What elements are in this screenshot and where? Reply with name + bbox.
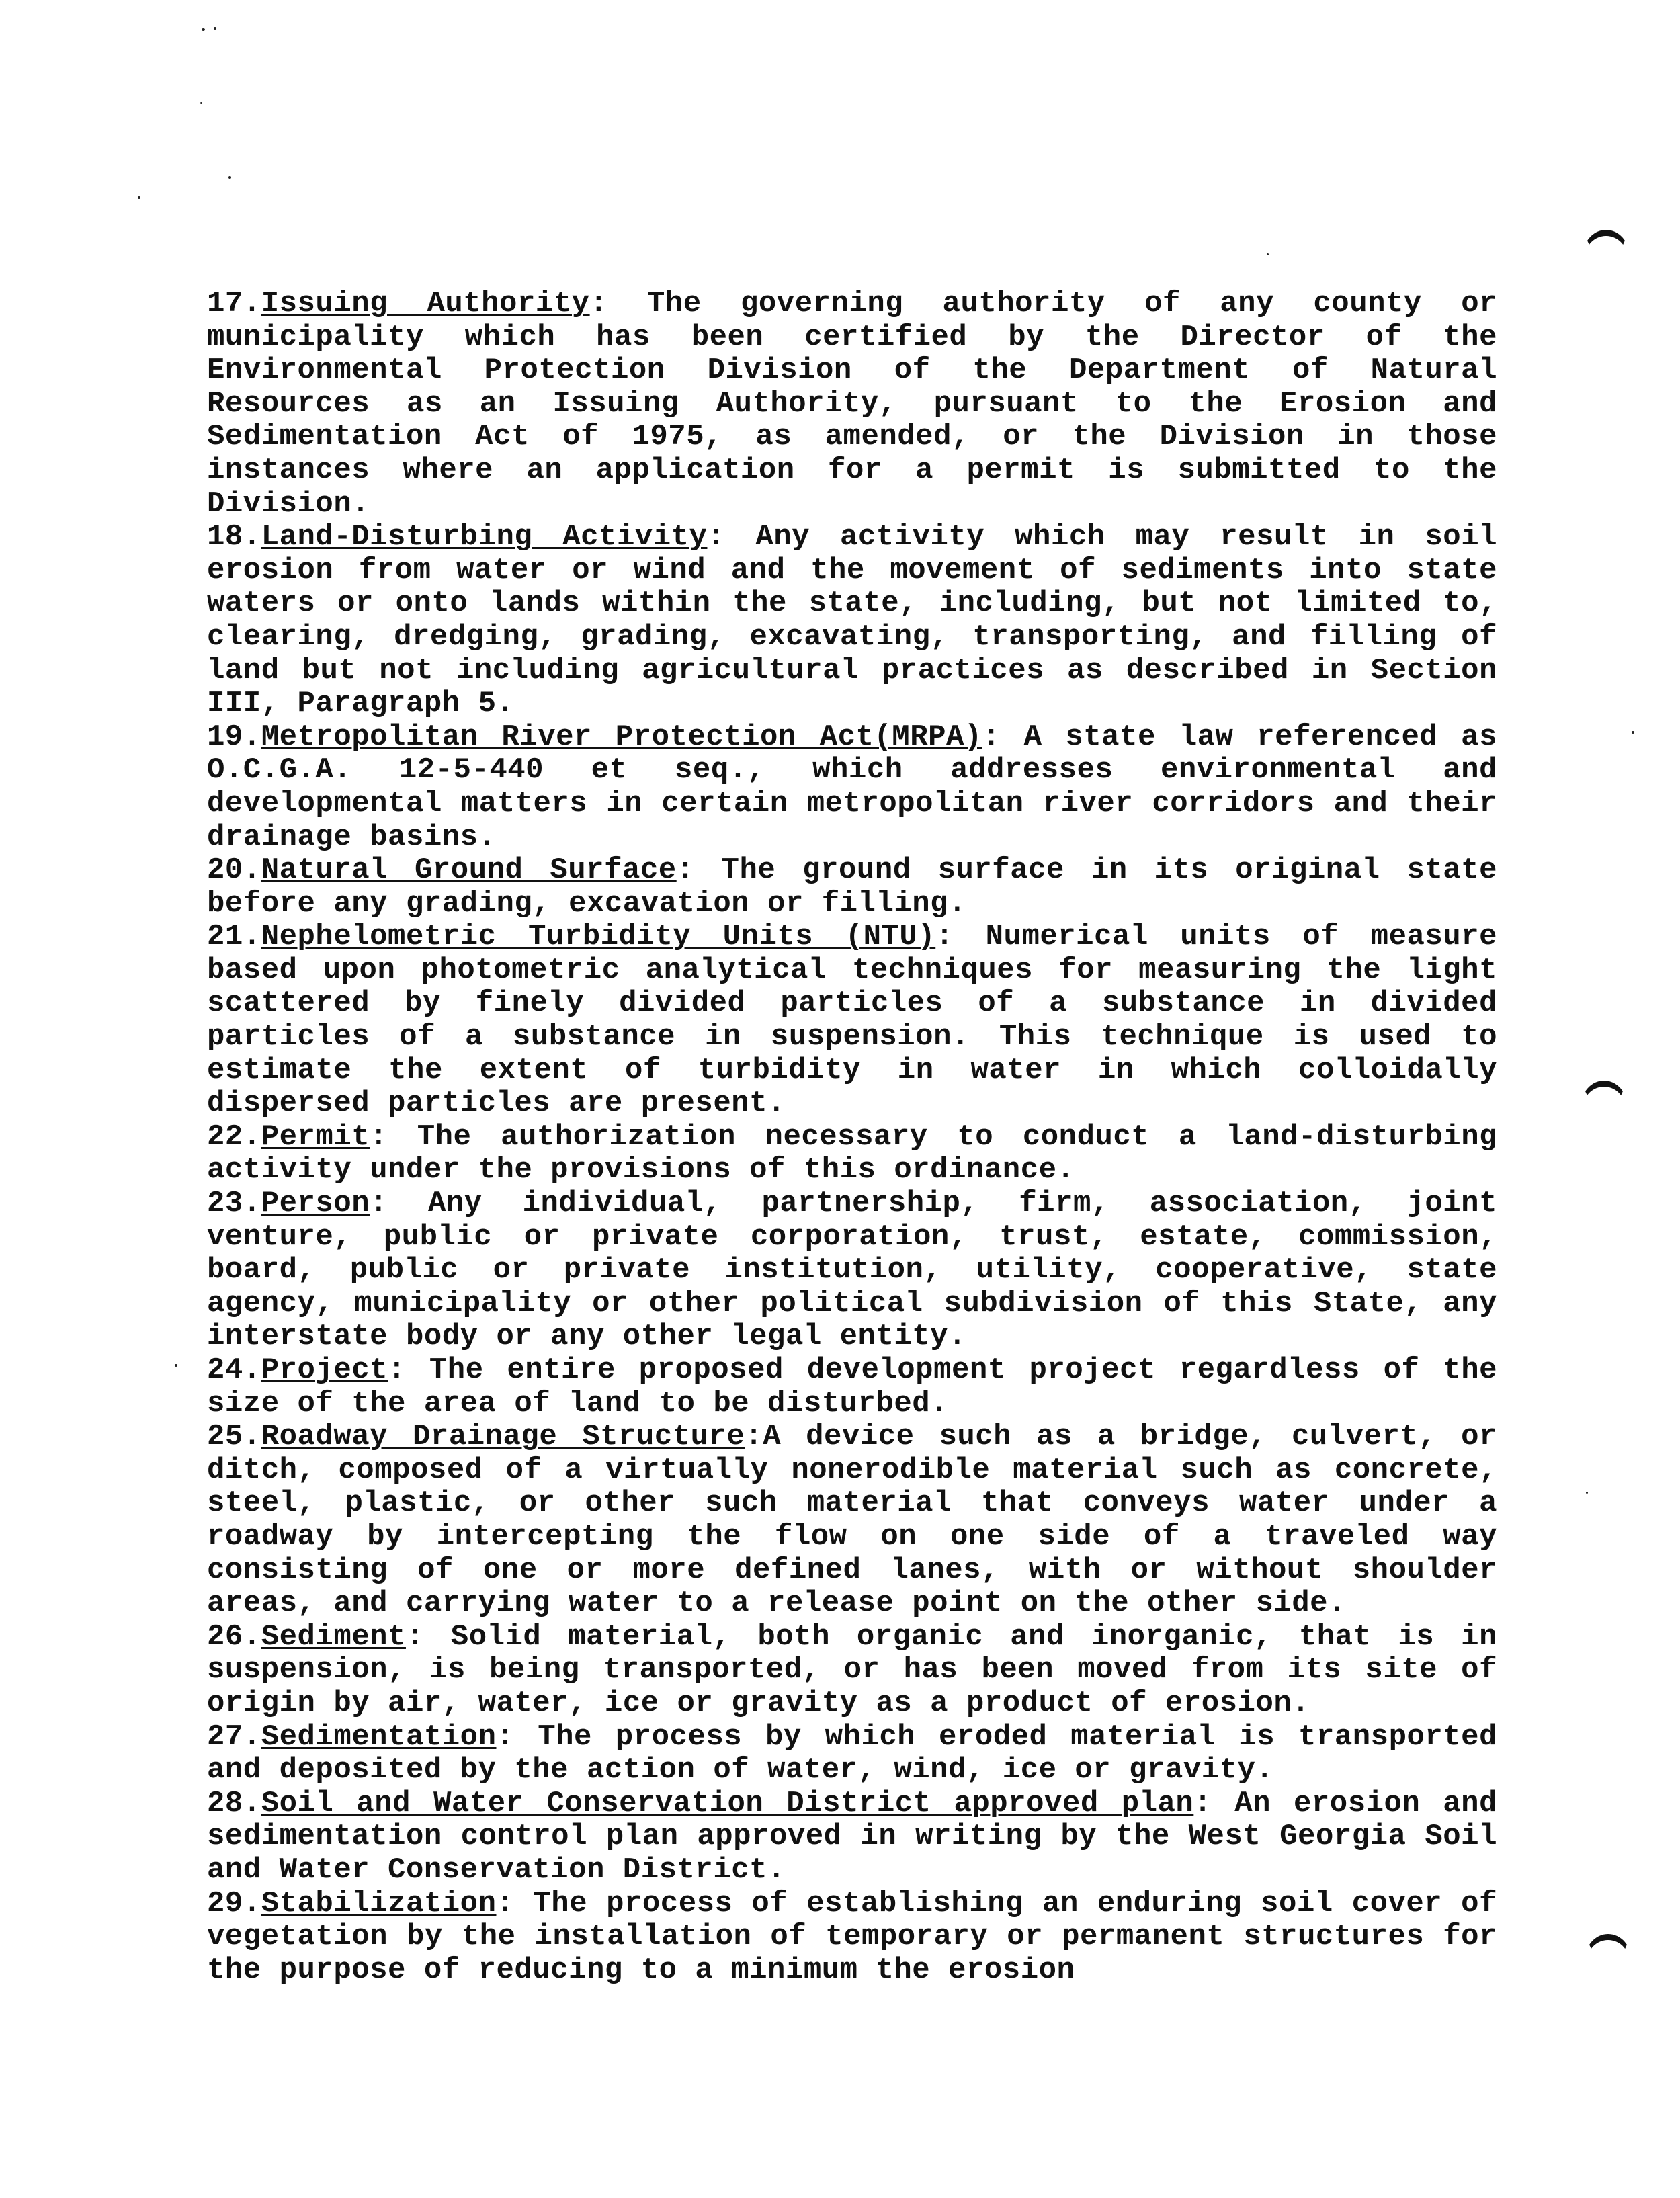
defined-term: Natural Ground Surface bbox=[261, 853, 677, 888]
punch-hole-mark bbox=[1581, 1081, 1628, 1107]
entry-number: 24. bbox=[207, 1353, 261, 1387]
definitions-page bbox=[207, 288, 1497, 1987]
term-separator: : bbox=[589, 287, 608, 321]
scan-speck bbox=[1586, 1492, 1588, 1494]
term-separator: : bbox=[1193, 1786, 1212, 1820]
definition-text: A device such as a bridge, culvert, or ditch, composed of a virtually nonerodible material such as concrete, steel, plastic, or other such material that conveys water under a roadway by intercepting the flow on one side of a traveled way consisting of one or more defined lanes, with or without shoulder areas, and carrying water to a release point on the other side. bbox=[207, 1420, 1497, 1621]
term-separator: : bbox=[982, 720, 1001, 754]
scan-speck bbox=[214, 27, 216, 30]
definition-entry-21 bbox=[207, 921, 1497, 1121]
term-separator: : bbox=[370, 1119, 388, 1154]
definition-entry-19 bbox=[207, 721, 1497, 854]
entry-number: 28. bbox=[207, 1786, 261, 1820]
entry-number: 25. bbox=[207, 1420, 261, 1454]
entry-number: 21. bbox=[207, 920, 261, 954]
defined-term: Soil and Water Conservation District approved plan bbox=[261, 1786, 1194, 1820]
defined-term: Roadway Drainage Structure bbox=[261, 1420, 745, 1454]
defined-term: Permit bbox=[261, 1119, 370, 1154]
term-separator: : bbox=[388, 1353, 406, 1387]
term-separator: : bbox=[935, 920, 954, 954]
definition-entry-29 bbox=[207, 1888, 1497, 1988]
term-separator: : bbox=[405, 1619, 424, 1654]
definition-text: An erosion and sedimentation control plan approved in writing by the West Georgia Soil and Water Conservation District. bbox=[207, 1786, 1497, 1887]
definition-entry-18 bbox=[207, 521, 1497, 721]
definition-text: The ground surface in its original state before any grading, excavation or filling. bbox=[207, 853, 1497, 921]
term-separator: : bbox=[707, 520, 726, 554]
defined-term: Person bbox=[261, 1187, 370, 1221]
entry-number: 17. bbox=[207, 287, 261, 321]
punch-hole-mark bbox=[1583, 230, 1630, 257]
definition-text: The process by which eroded material is transported and deposited by the action of water, wind, ice or gravity. bbox=[207, 1720, 1497, 1787]
entry-number: 18. bbox=[207, 520, 261, 554]
entry-number: 20. bbox=[207, 853, 261, 888]
term-separator: : bbox=[496, 1886, 515, 1920]
scan-speck bbox=[1632, 731, 1634, 734]
definition-text: Numerical units of measure based upon photometric analytical techniques for measuring the light scattered by finely divided particles of a substance in divided particles of a substance in suspension. This technique is used to estimate the extent of turbidity in water in which colloidally dispersed particles are present. bbox=[207, 920, 1497, 1121]
scan-speck bbox=[202, 28, 205, 31]
definition-entry-22 bbox=[207, 1121, 1497, 1187]
entry-number: 26. bbox=[207, 1619, 261, 1654]
defined-term: Land-Disturbing Activity bbox=[261, 520, 708, 554]
definition-entry-23 bbox=[207, 1187, 1497, 1354]
scan-speck bbox=[138, 196, 140, 199]
defined-term: Stabilization bbox=[261, 1886, 497, 1920]
definition-text: Solid material, both organic and inorganic, that is in suspension, is being transported, or has been moved from its site of origin by air, water, ice or gravity as a product of erosion. bbox=[207, 1619, 1497, 1720]
definition-text: The governing authority of any county or municipality which has been certified by the Director of the Environmental Protection Division of the Department of Natural Resources as an Issuing Authority, pursuant to the Erosion and Sedimentation Act of 1975, as amended, or the Division in those instances where an application for a permit is submitted to the Division. bbox=[207, 287, 1498, 521]
term-separator: : bbox=[676, 853, 695, 888]
defined-term: Project bbox=[261, 1353, 388, 1387]
definition-text: Any individual, partnership, firm, association, joint venture, public or private corporation, trust, estate, commission, board, public or private institution, utility, cooperative, state agency, municipality or other political subdivision of this State, any interstate body or any other legal entity. bbox=[207, 1187, 1497, 1354]
definition-text: The entire proposed development project regardless of the size of the area of land to be disturbed. bbox=[207, 1353, 1497, 1421]
entry-number: 27. bbox=[207, 1720, 261, 1754]
defined-term: Metropolitan River Protection Act(MRPA) bbox=[261, 720, 982, 754]
definition-text: The authorization necessary to conduct a land-disturbing activity under the provisions of this ordinance. bbox=[207, 1119, 1497, 1187]
scan-speck bbox=[200, 102, 202, 104]
definition-text: Any activity which may result in soil erosion from water or wind and the movement of sediments into state waters or onto lands within the state, including, but not limited to, clearing, dredging, grading, excavating, transporting, and filling of land but not including agricultural practices as described in Section III, Paragraph 5. bbox=[207, 520, 1497, 721]
scan-speck bbox=[228, 176, 231, 179]
punch-hole-mark bbox=[1585, 1934, 1632, 1961]
definition-entry-17 bbox=[207, 288, 1497, 521]
definition-entry-24 bbox=[207, 1354, 1497, 1421]
scan-speck bbox=[175, 1364, 177, 1367]
definition-entry-26 bbox=[207, 1621, 1497, 1721]
scan-speck bbox=[1267, 253, 1269, 255]
term-separator: : bbox=[496, 1720, 515, 1754]
entry-number: 22. bbox=[207, 1119, 261, 1154]
term-separator: : bbox=[745, 1420, 763, 1454]
defined-term: Nephelometric Turbidity Units (NTU) bbox=[261, 920, 936, 954]
definition-entry-28 bbox=[207, 1787, 1497, 1888]
defined-term: Issuing Authority bbox=[261, 287, 590, 321]
definition-entry-27 bbox=[207, 1721, 1497, 1787]
entry-number: 19. bbox=[207, 720, 261, 754]
defined-term: Sedimentation bbox=[261, 1720, 497, 1754]
definition-text: A state law referenced as O.C.G.A. 12-5-440 et seq., which addresses environmental and developmental matters in certain metropolitan river corridors and their drainage basins. bbox=[207, 720, 1497, 854]
definition-text: The process of establishing an enduring soil cover of vegetation by the installation of temporary or permanent structures for the purpose of reducing to a minimum the erosion bbox=[207, 1886, 1497, 1987]
definition-entry-20 bbox=[207, 854, 1497, 921]
entry-number: 29. bbox=[207, 1886, 261, 1920]
defined-term: Sediment bbox=[261, 1619, 406, 1654]
term-separator: : bbox=[370, 1187, 388, 1221]
definition-entry-25 bbox=[207, 1421, 1497, 1621]
entry-number: 23. bbox=[207, 1187, 261, 1221]
